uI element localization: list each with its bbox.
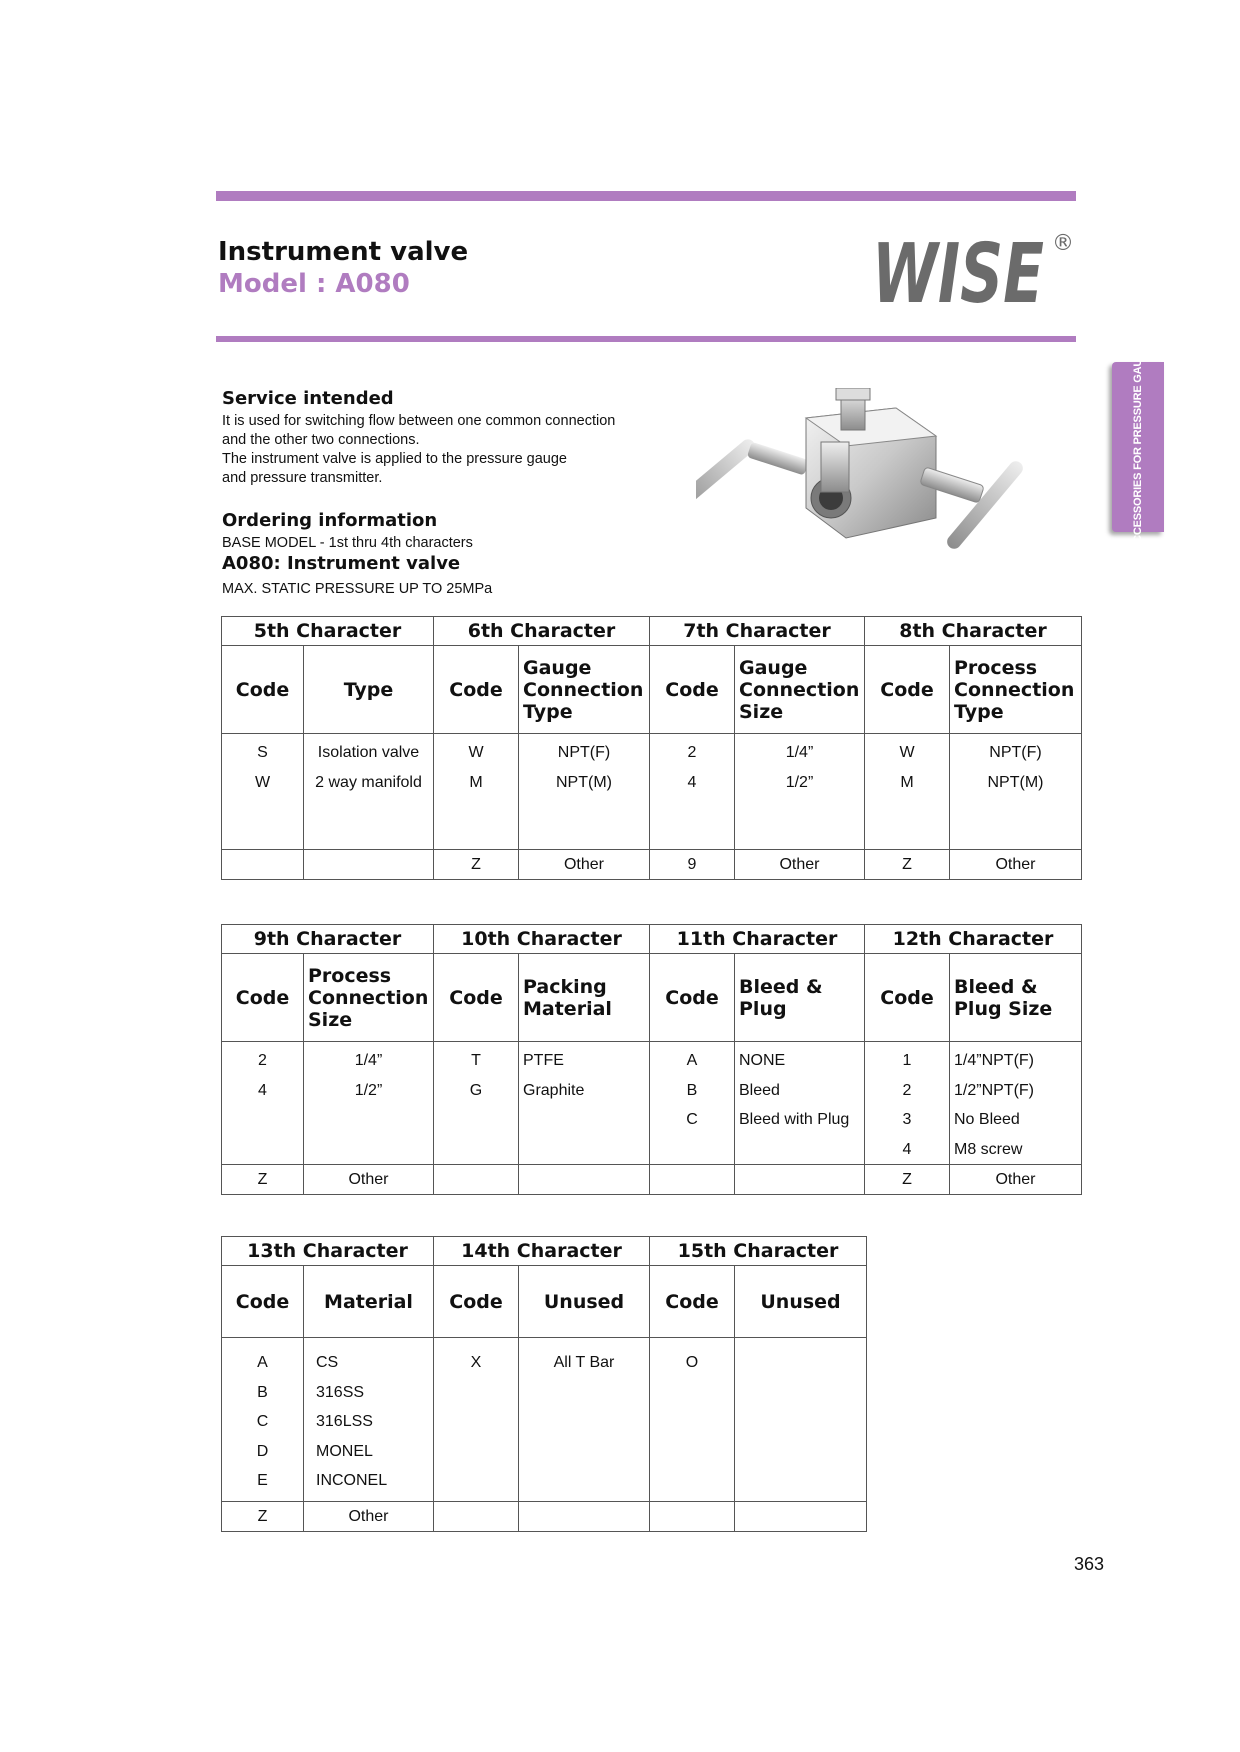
cell-value: A: [686, 1052, 698, 1069]
wise-logo: [872, 222, 1082, 312]
column-header: Code: [222, 1266, 304, 1338]
cell-value: C: [256, 1413, 269, 1430]
column-header: Code: [222, 954, 304, 1042]
cell-value: D: [256, 1442, 269, 1460]
column-header: Code: [865, 646, 950, 734]
column-header: Code: [434, 646, 519, 734]
footer-cell: Other: [304, 1502, 434, 1532]
footer-cell: Other: [735, 850, 865, 880]
code-cell: [865, 1042, 950, 1165]
cell-value: 1: [902, 1052, 912, 1069]
code-cell: [650, 734, 735, 850]
cell-value: 316SS: [316, 1383, 365, 1401]
footer-cell: Other: [950, 1165, 1082, 1195]
column-header: Process Connection Size: [304, 954, 434, 1042]
group-header: 13th Character: [222, 1237, 434, 1266]
group-header: 14th Character: [434, 1237, 650, 1266]
cell-value: MONEL: [316, 1442, 373, 1460]
footer-cell: Z: [865, 1165, 950, 1195]
cell-value: Bleed: [739, 1081, 780, 1099]
character-table-13-15: [221, 1236, 867, 1532]
cell-value: W: [899, 744, 915, 761]
footer-cell: Z: [434, 850, 519, 880]
valve-product-photo: [696, 388, 1056, 588]
cell-value: G: [469, 1081, 483, 1099]
cell-value: 2 way manifold: [315, 773, 422, 791]
column-header: Code: [434, 1266, 519, 1338]
cell-value: NPT(M): [556, 773, 612, 791]
model-subtitle: Model : A080: [218, 269, 410, 299]
character-table-9-12: [221, 924, 1082, 1195]
group-header: 6th Character: [434, 617, 650, 646]
cell-value: 1/2”: [785, 773, 814, 791]
cell-value: 2: [258, 1052, 267, 1069]
character-table-5-8: [221, 616, 1082, 880]
value-cell: [519, 1338, 650, 1502]
cell-value: O: [685, 1354, 699, 1371]
footer-cell: 9: [650, 850, 735, 880]
column-header: Code: [434, 954, 519, 1042]
header-divider-bar: [216, 336, 1076, 342]
base-model-text: BASE MODEL - 1st thru 4th characters: [222, 535, 473, 551]
service-heading: Service intended: [222, 388, 394, 409]
footer-cell: Other: [304, 1165, 434, 1195]
column-header: Bleed & Plug: [735, 954, 865, 1042]
value-cell: [735, 1338, 867, 1502]
footer-cell: Other: [950, 850, 1082, 880]
service-line: and pressure transmitter.: [222, 470, 383, 486]
footer-cell: [222, 850, 304, 880]
value-cell: [735, 734, 865, 850]
footer-cell: Z: [222, 1502, 304, 1532]
cell-value: CS: [316, 1354, 339, 1371]
ordering-heading: Ordering information: [222, 510, 438, 531]
cell-value: No Bleed: [954, 1111, 1020, 1128]
code-cell: [222, 1338, 304, 1502]
cell-value: 1/2”: [354, 1081, 383, 1099]
column-header: Unused: [519, 1266, 650, 1338]
footer-cell: [434, 1502, 519, 1532]
cell-value: E: [257, 1472, 268, 1489]
code-cell: [222, 734, 304, 850]
cell-value: M8 screw: [954, 1140, 1023, 1158]
cell-value: 4: [902, 1140, 912, 1158]
side-tab-label: ACCESSORIES FOR PRESSURE GAUGE: [1132, 343, 1144, 551]
cell-value: 2: [902, 1081, 912, 1099]
group-header: 7th Character: [650, 617, 865, 646]
cell-value: Bleed with Plug: [739, 1111, 850, 1128]
value-cell: [519, 734, 650, 850]
footer-cell: [650, 1502, 735, 1532]
cell-value: INCONEL: [316, 1472, 388, 1489]
cell-value: W: [468, 744, 484, 761]
code-cell: [650, 1042, 735, 1165]
column-header: Code: [650, 646, 735, 734]
footer-cell: Z: [865, 850, 950, 880]
value-cell: [950, 1042, 1082, 1165]
side-section-tab: [1112, 343, 1164, 551]
cell-value: W: [254, 773, 271, 791]
group-header: 15th Character: [650, 1237, 867, 1266]
footer-cell: [735, 1165, 865, 1195]
column-header: Bleed & Plug Size: [950, 954, 1082, 1042]
footer-cell: Z: [222, 1165, 304, 1195]
cell-value: NONE: [739, 1052, 786, 1069]
value-cell: [304, 1338, 434, 1502]
registered-mark: ®: [1052, 231, 1074, 256]
column-header: Gauge Connection Size: [735, 646, 865, 734]
cell-value: 2: [687, 744, 697, 761]
cell-value: NPT(F): [557, 744, 611, 761]
group-header: 8th Character: [865, 617, 1082, 646]
column-header: Code: [865, 954, 950, 1042]
service-line: It is used for switching flow between one common connection: [222, 413, 616, 429]
cell-value: B: [686, 1081, 698, 1099]
group-header: 5th Character: [222, 617, 434, 646]
code-cell: [434, 1042, 519, 1165]
value-cell: [950, 734, 1082, 850]
cell-value: 1/4”NPT(F): [954, 1052, 1034, 1069]
cell-value: Graphite: [523, 1081, 585, 1099]
footer-cell: [735, 1502, 867, 1532]
service-line: The instrument valve is applied to the pressure gauge: [222, 451, 567, 467]
cell-value: 4: [687, 773, 697, 791]
group-header: 11th Character: [650, 925, 865, 954]
cell-value: 1/4”: [354, 1052, 383, 1069]
column-header: Code: [650, 1266, 735, 1338]
cell-value: PTFE: [523, 1052, 564, 1069]
value-cell: [304, 734, 434, 850]
column-header: Type: [304, 646, 434, 734]
cell-value: 1/4”: [785, 744, 814, 761]
pressure-text: MAX. STATIC PRESSURE UP TO 25MPa: [222, 581, 493, 597]
code-cell: [865, 734, 950, 850]
code-cell: [650, 1338, 735, 1502]
cell-value: M: [900, 773, 914, 791]
wise-logo-text: WISE: [872, 227, 1044, 312]
column-header: Process Connection Type: [950, 646, 1082, 734]
cell-value: NPT(M): [987, 773, 1044, 791]
cell-value: NPT(F): [989, 744, 1042, 761]
page-number: 363: [1074, 1554, 1105, 1574]
cell-value: 1/2”NPT(F): [954, 1081, 1034, 1099]
cell-value: A: [257, 1354, 268, 1371]
footer-cell: [650, 1165, 735, 1195]
footer-cell: [519, 1502, 650, 1532]
cell-value: C: [686, 1111, 698, 1128]
value-cell: [519, 1042, 650, 1165]
column-header: Code: [222, 646, 304, 734]
cell-value: M: [469, 773, 483, 791]
cell-value: 316LSS: [316, 1413, 373, 1430]
model-line: A080: Instrument valve: [222, 553, 461, 574]
group-header: 9th Character: [222, 925, 434, 954]
cell-value: X: [470, 1354, 482, 1371]
service-description: [222, 412, 615, 488]
cell-value: Isolation valve: [317, 744, 420, 761]
value-cell: [304, 1042, 434, 1165]
page-title: Instrument valve: [218, 237, 469, 267]
cell-value: 4: [258, 1081, 267, 1099]
column-header: Code: [650, 954, 735, 1042]
service-line: and the other two connections.: [222, 432, 420, 448]
group-header: 10th Character: [434, 925, 650, 954]
column-header: Unused: [735, 1266, 867, 1338]
code-cell: [434, 734, 519, 850]
footer-cell: [519, 1165, 650, 1195]
column-header: Gauge Connection Type: [519, 646, 650, 734]
code-cell: [222, 1042, 304, 1165]
cell-value: B: [257, 1383, 268, 1401]
column-header: Packing Material: [519, 954, 650, 1042]
column-header: Material: [304, 1266, 434, 1338]
cell-value: All T Bar: [553, 1354, 615, 1371]
top-accent-bar: [216, 191, 1076, 201]
cell-value: S: [257, 744, 268, 761]
cell-value: 3: [902, 1111, 912, 1128]
value-cell: [735, 1042, 865, 1165]
cell-value: T: [471, 1052, 481, 1069]
group-header: 12th Character: [865, 925, 1082, 954]
footer-cell: [434, 1165, 519, 1195]
footer-cell: [304, 850, 434, 880]
code-cell: [434, 1338, 519, 1502]
footer-cell: Other: [519, 850, 650, 880]
